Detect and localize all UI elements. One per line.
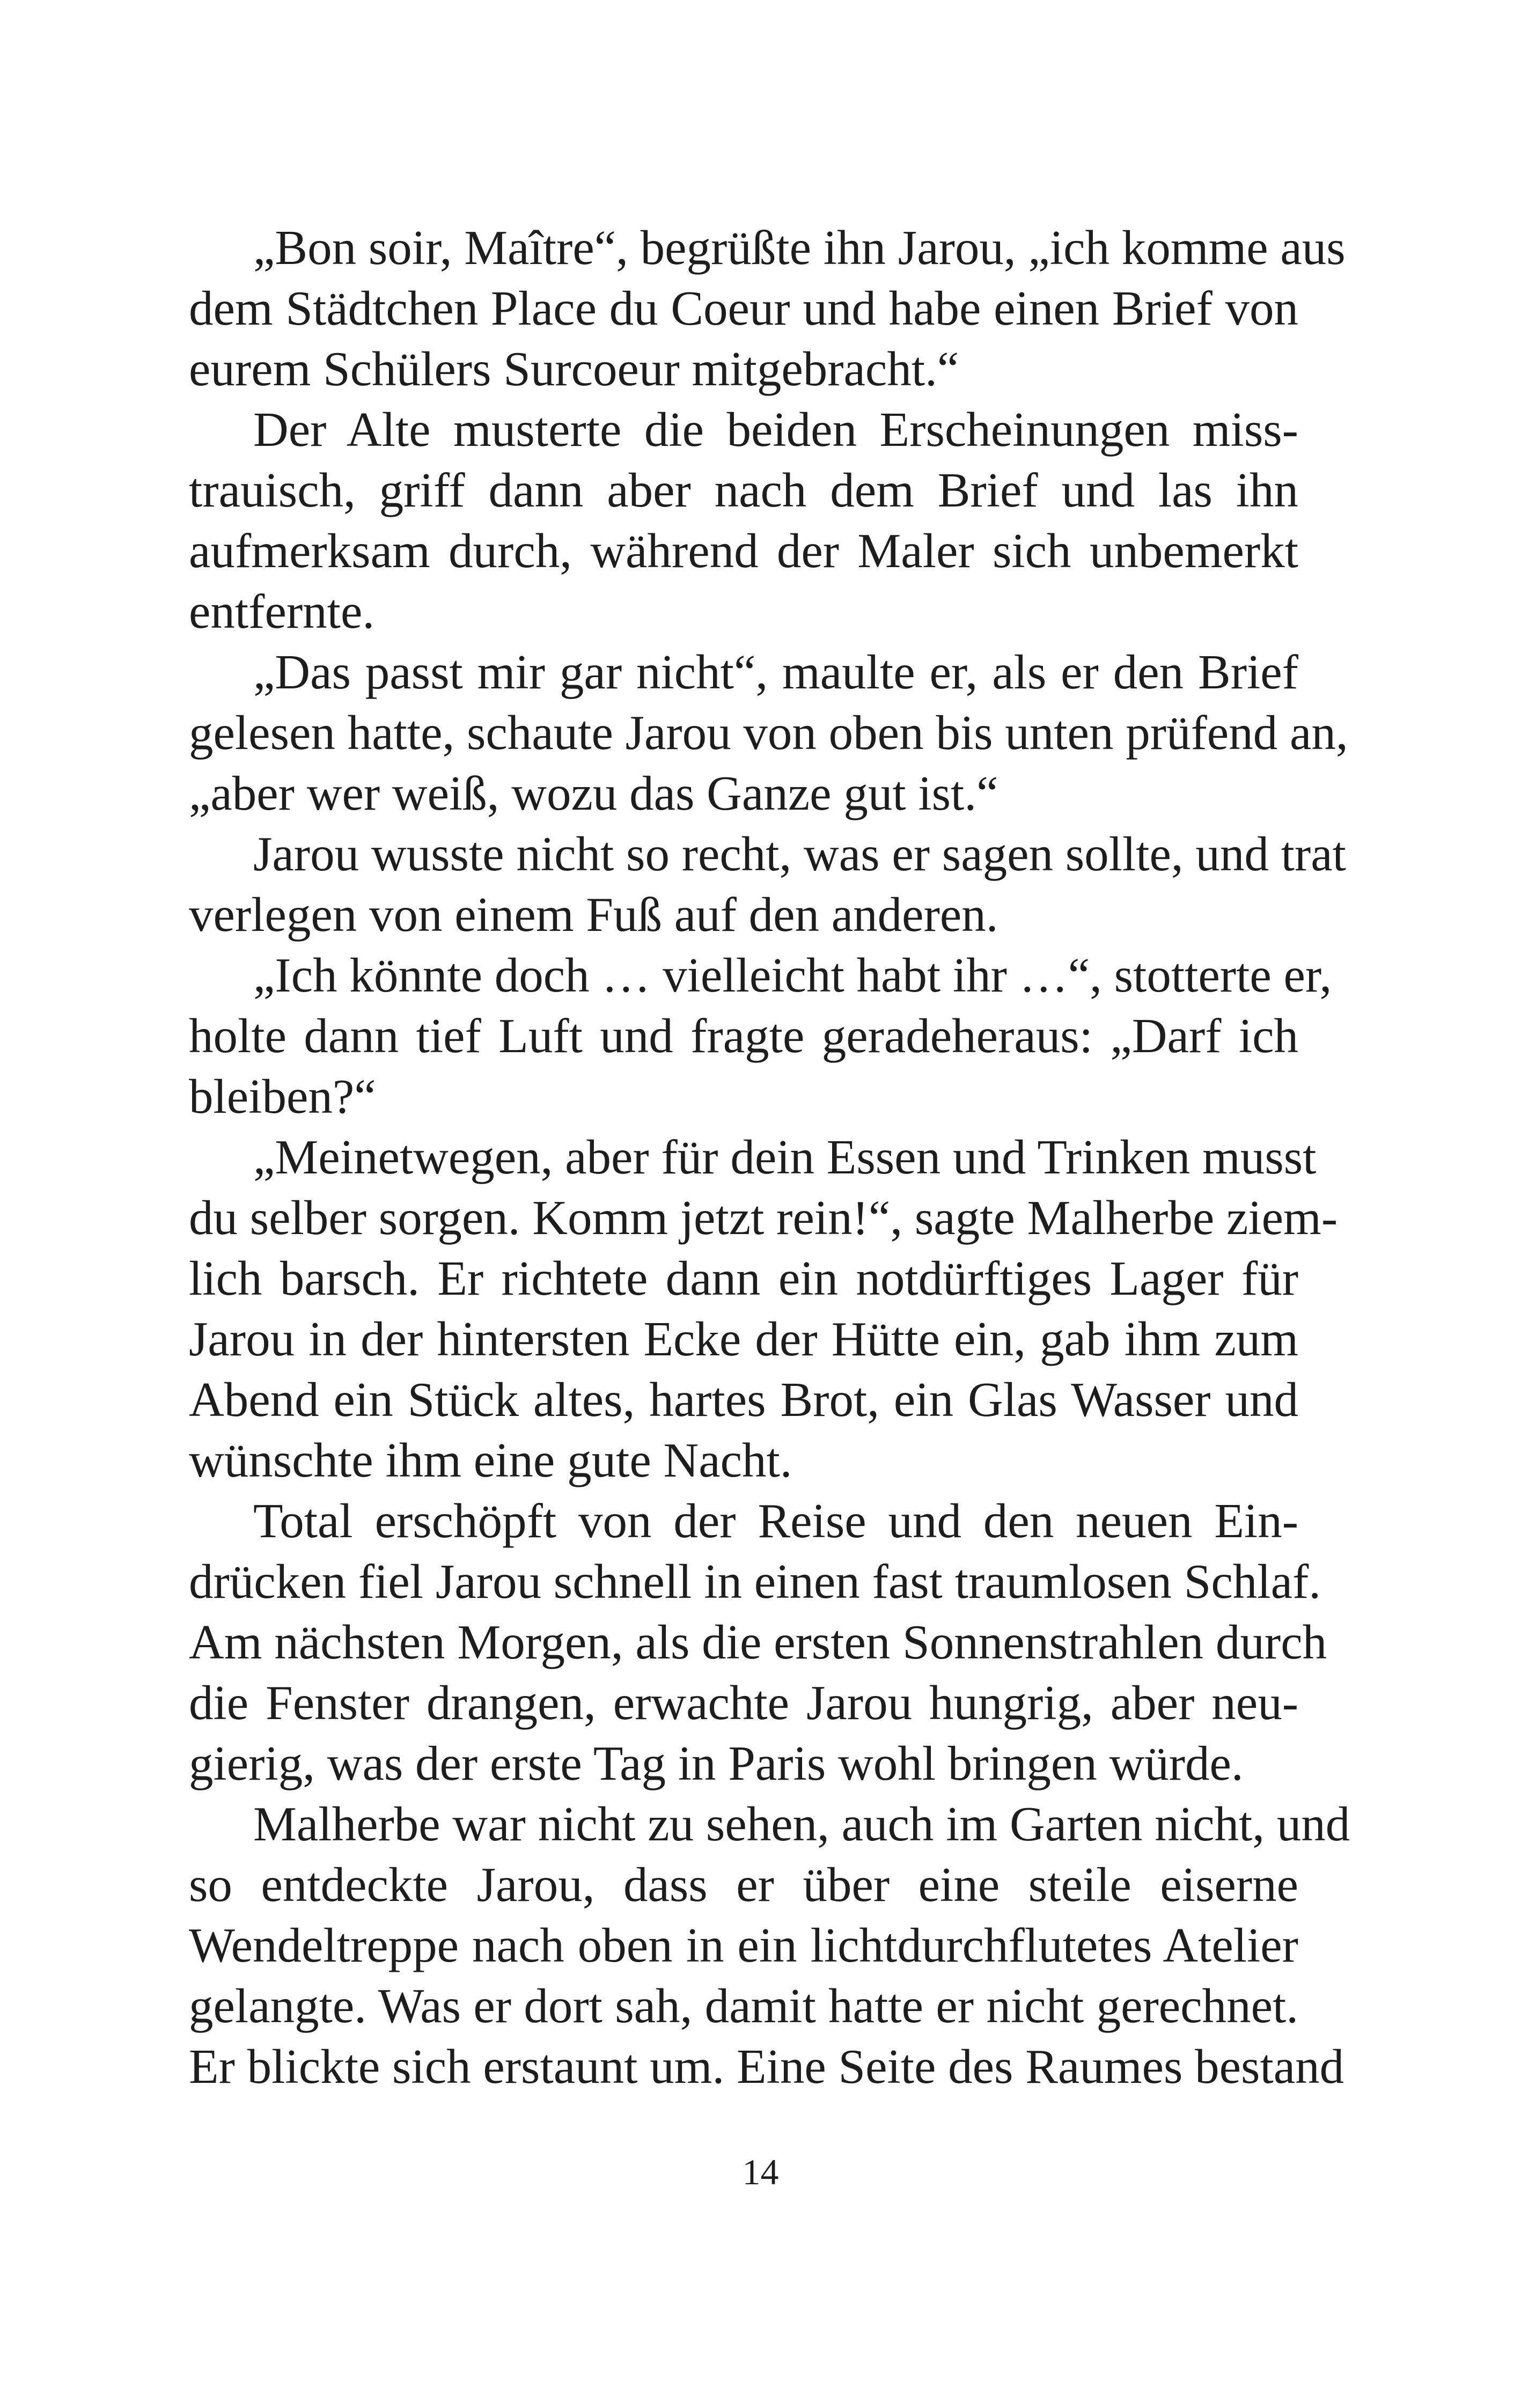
- text-line: lich barsch. Er richtete dann ein notdürftiges Lager für: [189, 1251, 1298, 1305]
- text-line: holte dann tief Luft und fragte geradeheraus: „Darf ich: [189, 1009, 1298, 1063]
- text-line: Jarou wusste nicht so recht, was er sagen sollte, und trat: [253, 827, 1346, 881]
- paragraph: [189, 1491, 1327, 1794]
- text-line: gierig, was der erste Tag in Paris wohl bringen würde.: [189, 1736, 1244, 1790]
- text-line: die Fenster drangen, erwachte Jarou hungrig, aber neu-: [189, 1676, 1298, 1730]
- text-line: Jarou in der hintersten Ecke der Hütte ein, gab ihm zum: [189, 1312, 1298, 1366]
- text-line: „Ich könnte doch … vielleicht habt ihr …“, stotterte er,: [253, 948, 1332, 1002]
- text-line: „aber wer weiß, wozu das Ganze gut ist.“: [189, 766, 998, 820]
- paragraph: [189, 824, 1346, 945]
- text-line: wünschte ihm eine gute Nacht.: [189, 1433, 792, 1487]
- text-line: gelesen hatte, schaute Jarou von oben bis unten prüfend an,: [189, 706, 1348, 760]
- page-number: 14: [742, 2152, 779, 2192]
- text-line: Malherbe war nicht zu sehen, auch im Garten nicht, und: [253, 1797, 1350, 1851]
- text-line: Abend ein Stück altes, hartes Brot, ein Glas Wasser und: [189, 1372, 1298, 1427]
- paragraph: [189, 642, 1348, 824]
- paragraph: [189, 217, 1346, 399]
- text-line: bleiben?“: [189, 1069, 376, 1124]
- text-line: Total erschöpft von der Reise und den neuen Ein-: [253, 1494, 1298, 1548]
- text-line: dem Städtchen Place du Coeur und habe einen Brief von: [189, 281, 1298, 335]
- text-line: Er blickte sich erstaunt um. Eine Seite des Raumes bestand: [189, 2039, 1344, 2094]
- text-line: so entdeckte Jarou, dass er über eine steile eiserne: [189, 1858, 1298, 1912]
- text-line: eurem Schülers Surcoeur mitgebracht.“: [189, 342, 959, 396]
- text-line: drücken fiel Jarou schnell in einen fast traumlosen Schlaf.: [189, 1554, 1321, 1609]
- text-line: verlegen von einem Fuß auf den anderen.: [189, 887, 998, 942]
- text-line: entfernte.: [189, 584, 375, 638]
- body-text: [189, 217, 1350, 2097]
- text-line: Wendeltreppe nach oben in ein lichtdurchflutetes Atelier: [189, 1918, 1298, 1972]
- paragraph: [189, 945, 1332, 1127]
- paragraph: [189, 1127, 1338, 1491]
- paragraph: [189, 1794, 1350, 2097]
- text-line: gelangte. Was er dort sah, damit hatte er nicht gerechnet.: [189, 1979, 1298, 2033]
- text-line: Der Alte musterte die beiden Erscheinungen miss-: [253, 402, 1298, 457]
- text-line: du selber sorgen. Komm jetzt rein!“, sagte Malherbe ziem-: [189, 1191, 1338, 1245]
- paragraph: [189, 399, 1298, 642]
- text-line: „Das passt mir gar nicht“, maulte er, als er den Brief: [253, 645, 1298, 699]
- text-line: aufmerksam durch, während der Maler sich unbemerkt: [189, 524, 1298, 578]
- text-line: Am nächsten Morgen, als die ersten Sonnenstrahlen durch: [189, 1615, 1327, 1669]
- text-line: „Bon soir, Maître“, begrüßte ihn Jarou, „ich komme aus: [253, 221, 1346, 275]
- text-line: trauisch, griff dann aber nach dem Brief und las ihn: [189, 463, 1298, 517]
- text-line: „Meinetwegen, aber für dein Essen und Trinken musst: [253, 1130, 1317, 1184]
